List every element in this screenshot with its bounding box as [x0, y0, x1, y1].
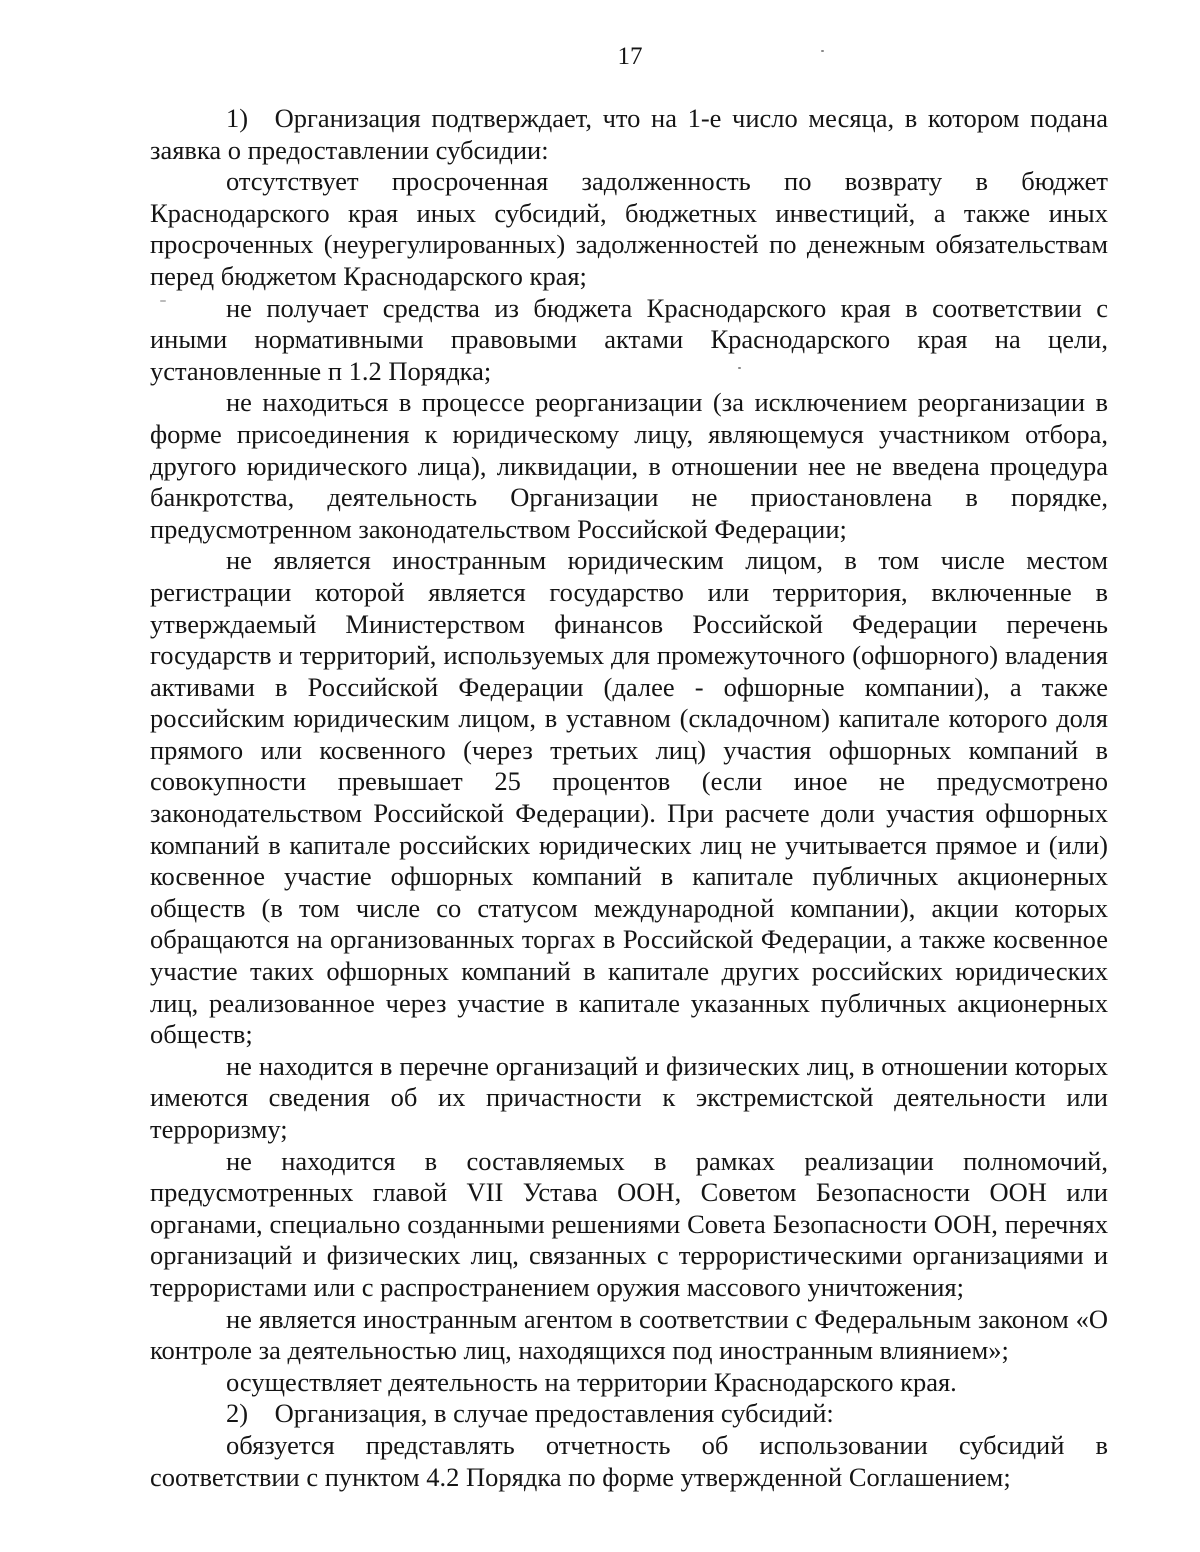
paragraph-no-other-funds: не получает средства из бюджета Краснодарского края в соответствии с иными нормативными правовыми актами Краснодарского края на цели, установленные п 1.2 Порядка; — [150, 292, 1108, 386]
paragraph-not-foreign-entity: не является иностранным юридическим лицом, в том числе местом регистрации которой является государство или территория, включенные в утверждаемый Министерством финансов Российской Федерации перечень государств и территорий, используемых для промежуточного (офшорного) владения активами в Российской Федерации (далее - офшорные компании), а также российским юридическим лицом, в уставном (складочном) капитале которого доля прямого или косвенного (через третьих лиц) участия офшорных компаний в совокупности превышает 25 процентов (если иное не предусмотрено законодательством Российской Федерации). При расчете доли участия офшорных компаний в капитале российских юридических лиц не учитывается прямое и (или) косвенное участие офшорных компаний в капитале публичных акционерных обществ (в том числе со статусом международной компании), акции которых обращаются на организованных торгах в Российской Федерации, а также косвенное участие таких офшорных компаний в капитале других российских юридических лиц, реализованное через участие в капитале указанных публичных акционерных обществ; — [150, 545, 1108, 1050]
paragraph-reporting-obligation: обязуется представлять отчетность об использовании субсидий в соответствии с пунктом 4.2 Порядка по форме утвержденной Соглашением; — [150, 1429, 1108, 1492]
scan-speck — [821, 50, 824, 52]
page-number: 17 — [617, 43, 643, 70]
paragraph-not-foreign-agent: не является иностранным агентом в соответствии с Федеральным законом «О контроле за деятельностью лиц, находящихся под иностранным влиянием»; — [150, 1303, 1108, 1366]
paragraph-item-2: 2) Организация, в случае предоставления субсидий: — [226, 1398, 834, 1429]
paragraph-not-un-list: не находится в составляемых в рамках реализации полномочий, предусмотренных главой VII Устава ООН, Советом Безопасности ООН или органами, специально созданными решениями Совета Безопасности ООН, перечнях организаций и физических лиц, связанных с террористическими организациями и террористами или с распространением оружия массового уничтожения; — [150, 1145, 1108, 1302]
paragraph-not-extremist-list: не находится в перечне организаций и физических лиц, в отношении которых имеются сведения об их причастности к экстремистской деятельности или терроризму; — [150, 1050, 1108, 1144]
paragraph-item-1: 1) Организация подтверждает, что на 1-е число месяца, в котором подана заявка о предоставлении субсидии: — [150, 103, 1108, 165]
paragraph-operates-in-region: осуществляет деятельность на территории Краснодарского края. — [226, 1366, 957, 1397]
paragraph-no-overdue-debt: отсутствует просроченная задолженность по возврату в бюджет Краснодарского края иных субсидий, бюджетных инвестиций, а также иных просроченных (неурегулированных) задолженностей по денежным обязательствам перед бюджетом Краснодарского края; — [150, 166, 1108, 291]
paragraph-no-reorganization: не находиться в процессе реорганизации (за исключением реорганизации в форме присоединения к юридическому лицу, являющемуся участником отбора, другого юридического лица), ликвидации, в отношении нее не введена процедура банкротства, деятельность Организации не приостановлена в порядке, предусмотренном законодательством Российской Федерации; — [150, 387, 1108, 544]
body-text — [150, 103, 1108, 1493]
